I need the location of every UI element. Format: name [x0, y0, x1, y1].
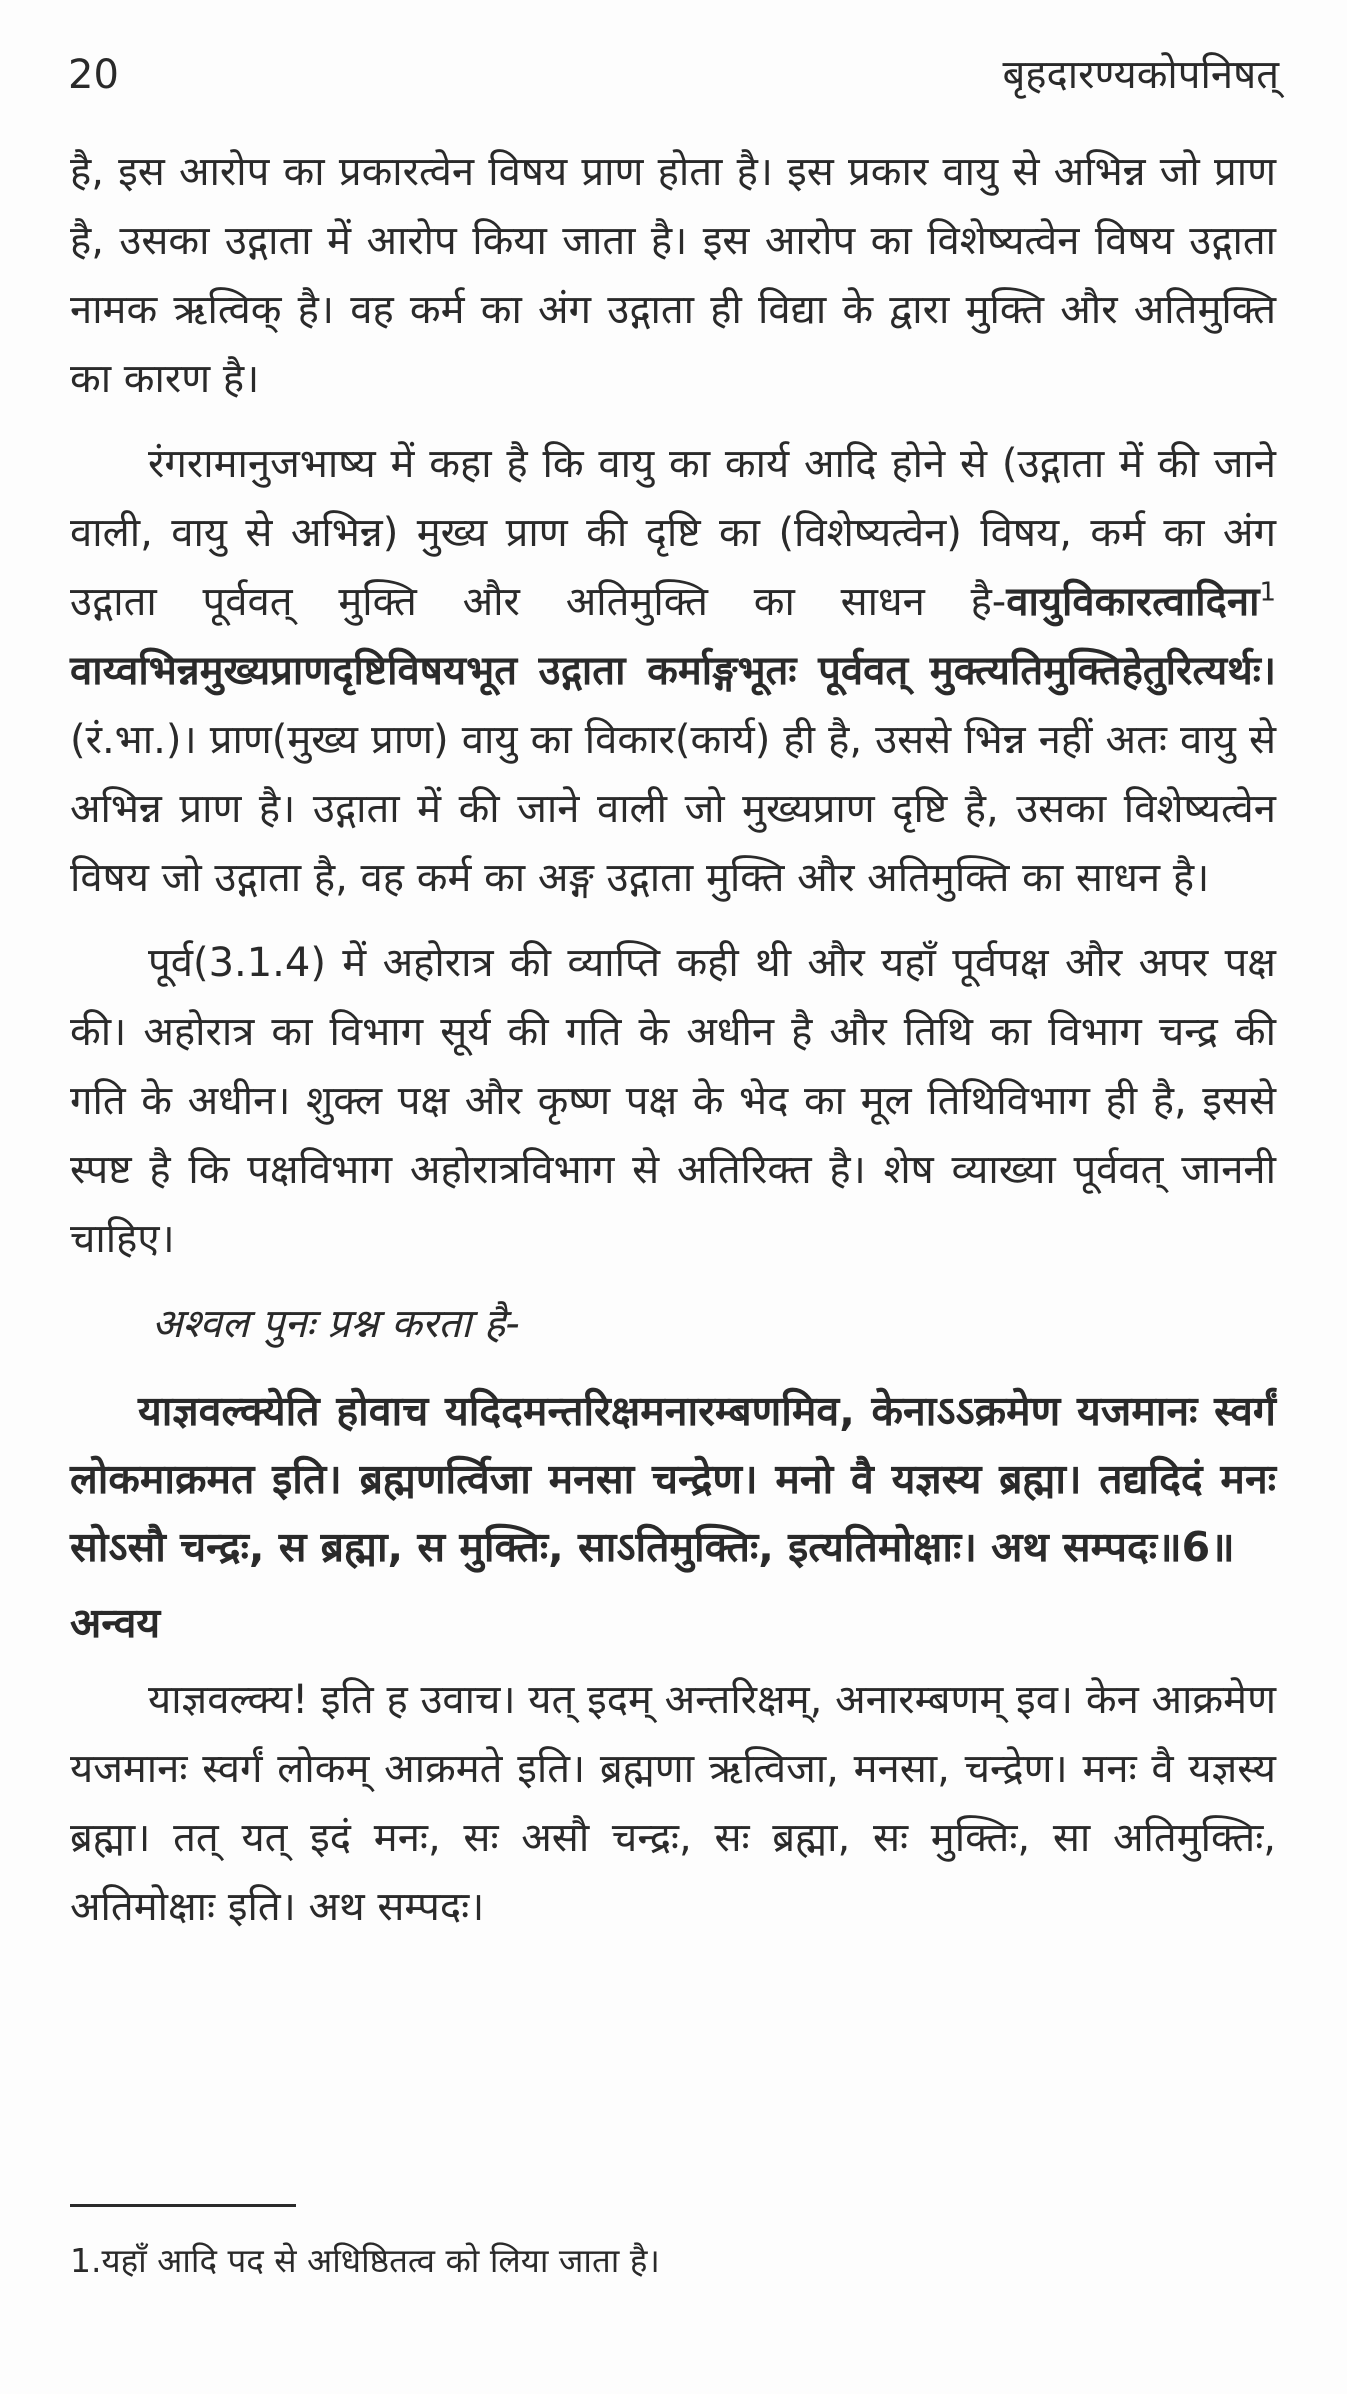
anvaya-heading: अन्वय	[70, 1599, 161, 1647]
page-header	[68, 40, 1279, 110]
mantra-verse: याज्ञवल्क्येति होवाच यदिदमन्तरिक्षमनारम्बणमिव, केनाऽऽक्रमेण यजमानः स्वर्गं लोकमाक्रमत इति। ब्रह्मणर्त्विजा मनसा चन्द्रेण। मनो वै यज्ञस्य ब्रह्मा। तद्यदिदं मनः सोऽसौ चन्द्रः, स ब्रह्मा, स मुक्तिः, साऽतिमुक्तिः, इत्यतिमोक्षाः। अथ सम्पदः॥6॥	[70, 1387, 1276, 1571]
paragraph-explanation-text: (रं.भा.)। प्राण(मुख्य प्राण) वायु का विकार(कार्य) ही है, उससे भिन्न नहीं अतः वायु से अभिन्न प्राण है। उद्गाता में की जाने वाली जो मुख्यप्राण दृष्टि है, उसका विशेष्यत्वेन विषय जो उद्गाता है, वह कर्म का अङ्ग उद्गाता मुक्ति और अतिमुक्ति का साधन है।	[70, 717, 1276, 901]
page-number: 20	[68, 52, 119, 98]
paragraph-ahoratra: पूर्व(3.1.4) में अहोरात्र की व्याप्ति कही थी और यहाँ पूर्वपक्ष और अपर पक्ष की। अहोरात्र का विभाग सूर्य की गति के अधीन है और तिथि का विभाग चन्द्र की गति के अधीन। शुक्ल पक्ष और कृष्ण पक्ष के भेद का मूल तिथिविभाग ही है, इससे स्पष्ट है कि पक्षविभाग अहोरात्रविभाग से अतिरिक्त है। शेष व्याख्या पूर्ववत् जाननी चाहिए।	[70, 940, 1276, 1262]
page-body	[70, 138, 1276, 1958]
anvaya-text: याज्ञवल्क्य! इति ह उवाच। यत् इदम् अन्तरिक्षम्, अनारम्बणम् इव। केन आक्रमेण यजमानः स्वर्गं लोकम् आक्रमते इति। ब्रह्मणा ऋत्विजा, मनसा, चन्द्रेण। मनः वै यज्ञस्य ब्रह्मा। तत् यत् इदं मनः, सः असौ चन्द्रः, सः ब्रह्मा, सः मुक्तिः, सा अतिमुक्तिः, अतिमोक्षाः इति। अथ सम्पदः।	[70, 1677, 1276, 1930]
paragraph-intro-text: रंगरामानुजभाष्य में कहा है कि वायु का कार्य आदि होने से (उद्गाता में की जाने वाली, वायु से अभिन्न) मुख्य प्राण की दृष्टि का (विशेष्यत्वेन) विषय, कर्म का अंग उद्गाता पूर्ववत् मुक्ति और अतिमुक्ति का साधन है-	[70, 441, 1276, 625]
speaker-line: अश्वल पुनः प्रश्न करता है-	[152, 1301, 520, 1347]
paragraph-continuation: है, इस आरोप का प्रकारत्वेन विषय प्राण होता है। इस प्रकार वायु से अभिन्न जो प्राण है, उसका उद्गाता में आरोप किया जाता है। इस आरोप का विशेष्यत्वेन विषय उद्गाता नामक ऋत्विक् है। वह कर्म का अंग उद्गाता ही विद्या के द्वारा मुक्ति और अतिमुक्ति का कारण है।	[70, 149, 1276, 402]
running-title: बृहदारण्यकोपनिषत्	[1002, 52, 1279, 98]
footnote: 1.यहाँ आदि पद से अधिष्ठितत्व को लिया जाता है।	[70, 2241, 660, 2280]
footnote-reference: 1	[1259, 577, 1276, 608]
footnote-divider	[70, 2204, 296, 2207]
sanskrit-quote-start: वायुविकारत्वादिना	[1006, 579, 1260, 625]
sanskrit-quote-end: वाय्वभिन्नमुख्यप्राणदृष्टिविषयभूत उद्गाता कर्माङ्गभूतः पूर्ववत् मुक्त्यतिमुक्तिहेतुरित्यर्थः।	[70, 648, 1276, 694]
paragraph-rangaramanuja	[70, 430, 1276, 913]
